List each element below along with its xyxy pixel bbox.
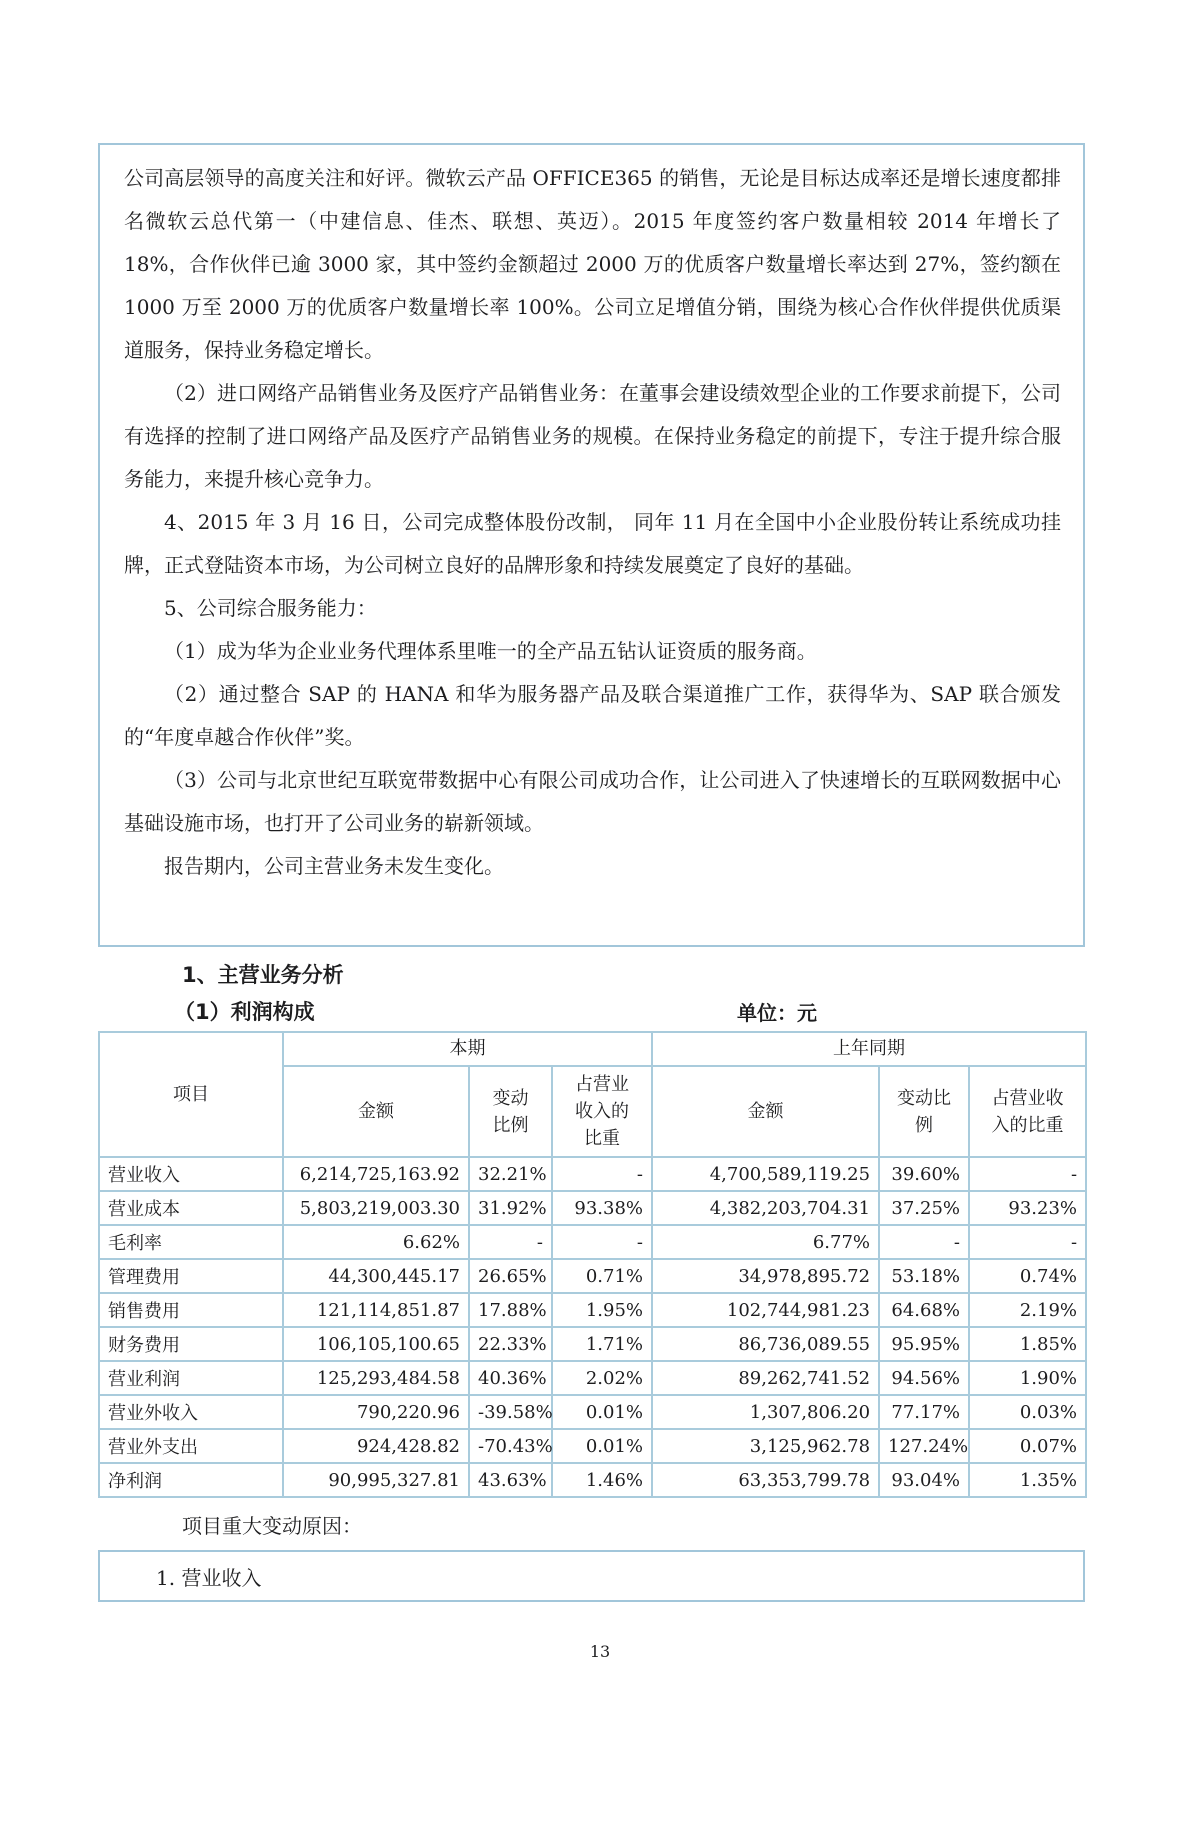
- row-value-cell: 1.95%: [552, 1293, 652, 1327]
- row-value-cell: 90,995,327.81: [283, 1463, 469, 1497]
- table-row: [99, 1361, 1086, 1395]
- table-row: [99, 1395, 1086, 1429]
- paragraph: 5、公司综合服务能力：: [164, 596, 377, 620]
- row-value-cell: 0.74%: [969, 1259, 1086, 1293]
- row-value-cell: 790,220.96: [283, 1395, 469, 1429]
- row-value-cell: 93.04%: [879, 1463, 969, 1497]
- row-value-cell: -70.43%: [469, 1429, 552, 1463]
- heading-profit-composition: （1）利润构成: [174, 1000, 315, 1024]
- header-group-row: [99, 1032, 1086, 1066]
- row-value-cell: 86,736,089.55: [652, 1327, 879, 1361]
- row-item-label: 毛利率: [99, 1225, 283, 1259]
- row-value-cell: 106,105,100.65: [283, 1327, 469, 1361]
- row-value-cell: 53.18%: [879, 1259, 969, 1293]
- paragraph: （3）公司与北京世纪互联宽带数据中心有限公司成功合作，让公司进入了快速增长的互联网数据中心基础设施市场，也打开了公司业务的崭新领域。: [124, 768, 1061, 835]
- row-value-cell: 1,307,806.20: [652, 1395, 879, 1429]
- paragraph: （2）进口网络产品销售业务及医疗产品销售业务：在董事会建设绩效型企业的工作要求前提下，公司有选择的控制了进口网络产品及医疗产品销售业务的规模。在保持业务稳定的前提下，专注于提升综合服务能力，来提升核心竞争力。: [124, 381, 1061, 491]
- row-value-cell: -: [969, 1225, 1086, 1259]
- row-value-cell: 94.56%: [879, 1361, 969, 1395]
- row-value-cell: -: [469, 1225, 552, 1259]
- row-value-cell: -: [879, 1225, 969, 1259]
- header-amount-prior: 金额: [652, 1066, 879, 1157]
- row-value-cell: 6.62%: [283, 1225, 469, 1259]
- header-change-prior: 变动比例: [879, 1066, 969, 1157]
- row-value-cell: 93.23%: [969, 1191, 1086, 1225]
- row-item-label: 营业外支出: [99, 1429, 283, 1463]
- row-value-cell: 26.65%: [469, 1259, 552, 1293]
- row-value-cell: 93.38%: [552, 1191, 652, 1225]
- row-value-cell: 6,214,725,163.92: [283, 1157, 469, 1191]
- row-value-cell: 43.63%: [469, 1463, 552, 1497]
- report-page: [0, 143, 1200, 1840]
- row-value-cell: 89,262,741.52: [652, 1361, 879, 1395]
- table-body: [99, 1157, 1086, 1497]
- table-row: [99, 1191, 1086, 1225]
- row-item-label: 管理费用: [99, 1259, 283, 1293]
- table-row: [99, 1259, 1086, 1293]
- row-value-cell: 1.35%: [969, 1463, 1086, 1497]
- page-number: 13: [589, 1642, 611, 1661]
- row-item-label: 营业利润: [99, 1361, 283, 1395]
- row-value-cell: 125,293,484.58: [283, 1361, 469, 1395]
- header-amount-current: 金额: [283, 1066, 469, 1157]
- row-item-label: 净利润: [99, 1463, 283, 1497]
- paragraph: （1）成为华为企业业务代理体系里唯一的全产品五钻认证资质的服务商。: [164, 639, 817, 663]
- row-value-cell: 37.25%: [879, 1191, 969, 1225]
- row-value-cell: 6.77%: [652, 1225, 879, 1259]
- row-value-cell: 40.36%: [469, 1361, 552, 1395]
- row-value-cell: 63,353,799.78: [652, 1463, 879, 1497]
- header-current-period: 本期: [283, 1032, 652, 1066]
- row-value-cell: 5,803,219,003.30: [283, 1191, 469, 1225]
- row-value-cell: 1.90%: [969, 1361, 1086, 1395]
- table-header: [99, 1032, 1086, 1157]
- row-value-cell: 17.88%: [469, 1293, 552, 1327]
- row-value-cell: 39.60%: [879, 1157, 969, 1191]
- row-item-label: 营业收入: [99, 1157, 283, 1191]
- paragraph: 报告期内，公司主营业务未发生变化。: [164, 854, 504, 878]
- row-value-cell: 1.85%: [969, 1327, 1086, 1361]
- reason-text-box: [98, 1550, 1085, 1602]
- row-value-cell: -: [552, 1225, 652, 1259]
- row-value-cell: 0.03%: [969, 1395, 1086, 1429]
- subheading-row: [98, 997, 1085, 1031]
- reason-heading: 项目重大变动原因：: [182, 1514, 362, 1538]
- paragraph: 公司高层领导的高度关注和好评。微软云产品 OFFICE365 的销售，无论是目标达成率还是增长速度都排名微软云总代第一（中建信息、佳杰、联想、英迈）。2015 年度签约客户数量相较 2014 年增长了 18%，合作伙伴已逾 3000 家，其中签约金额超过 2000 万的优质客户数量增长率达到 27%，签约额在 1000 万至 2000 万的优质客户数量增长率 100%。公司立足增值分销，围绕为核心合作伙伴提供优质渠道服务，保持业务稳定增长。: [124, 166, 1061, 362]
- paragraph: 4、2015 年 3 月 16 日，公司完成整体股份改制， 同年 11 月在全国中小企业股份转让系统成功挂牌，正式登陆资本市场，为公司树立良好的品牌形象和持续发展奠定了良好的基础。: [124, 510, 1061, 577]
- row-item-label: 营业外收入: [99, 1395, 283, 1429]
- header-share-current: 占营业收入的比重: [552, 1066, 652, 1157]
- row-item-label: 销售费用: [99, 1293, 283, 1327]
- table-row: [99, 1157, 1086, 1191]
- table-row: [99, 1429, 1086, 1463]
- row-value-cell: 2.02%: [552, 1361, 652, 1395]
- unit-label: 单位：元: [737, 1001, 817, 1025]
- row-value-cell: 121,114,851.87: [283, 1293, 469, 1327]
- page-content: [98, 143, 1085, 1602]
- table-row: [99, 1225, 1086, 1259]
- profit-composition-table: [98, 1031, 1087, 1498]
- row-value-cell: 127.24%: [879, 1429, 969, 1463]
- row-value-cell: 1.71%: [552, 1327, 652, 1361]
- row-value-cell: 0.71%: [552, 1259, 652, 1293]
- row-value-cell: 0.01%: [552, 1429, 652, 1463]
- row-value-cell: 3,125,962.78: [652, 1429, 879, 1463]
- row-value-cell: 924,428.82: [283, 1429, 469, 1463]
- row-value-cell: 22.33%: [469, 1327, 552, 1361]
- header-prior-period: 上年同期: [652, 1032, 1086, 1066]
- row-value-cell: -: [969, 1157, 1086, 1191]
- header-share-prior: 占营业收入的比重: [969, 1066, 1086, 1157]
- row-value-cell: 102,744,981.23: [652, 1293, 879, 1327]
- row-item-label: 营业成本: [99, 1191, 283, 1225]
- row-value-cell: 64.68%: [879, 1293, 969, 1327]
- row-value-cell: 0.07%: [969, 1429, 1086, 1463]
- header-change-current: 变动比例: [469, 1066, 552, 1157]
- heading-main-business-analysis: 1、主营业务分析: [182, 963, 344, 987]
- row-value-cell: -: [552, 1157, 652, 1191]
- row-value-cell: 1.46%: [552, 1463, 652, 1497]
- row-value-cell: 0.01%: [552, 1395, 652, 1429]
- row-value-cell: 34,978,895.72: [652, 1259, 879, 1293]
- table-row: [99, 1463, 1086, 1497]
- table-row: [99, 1327, 1086, 1361]
- row-value-cell: 31.92%: [469, 1191, 552, 1225]
- row-value-cell: -39.58%: [469, 1395, 552, 1429]
- row-value-cell: 32.21%: [469, 1157, 552, 1191]
- row-value-cell: 44,300,445.17: [283, 1259, 469, 1293]
- table-row: [99, 1293, 1086, 1327]
- header-item: 项目: [99, 1032, 283, 1157]
- summary-text-box: [98, 143, 1085, 947]
- row-value-cell: 4,700,589,119.25: [652, 1157, 879, 1191]
- row-item-label: 财务费用: [99, 1327, 283, 1361]
- row-value-cell: 2.19%: [969, 1293, 1086, 1327]
- row-value-cell: 4,382,203,704.31: [652, 1191, 879, 1225]
- reason-first-item: 1. 营业收入: [156, 1565, 262, 1590]
- paragraph: （2）通过整合 SAP 的 HANA 和华为服务器产品及联合渠道推广工作，获得华为、SAP 联合颁发的“年度卓越合作伙伴”奖。: [124, 682, 1061, 749]
- row-value-cell: 77.17%: [879, 1395, 969, 1429]
- row-value-cell: 95.95%: [879, 1327, 969, 1361]
